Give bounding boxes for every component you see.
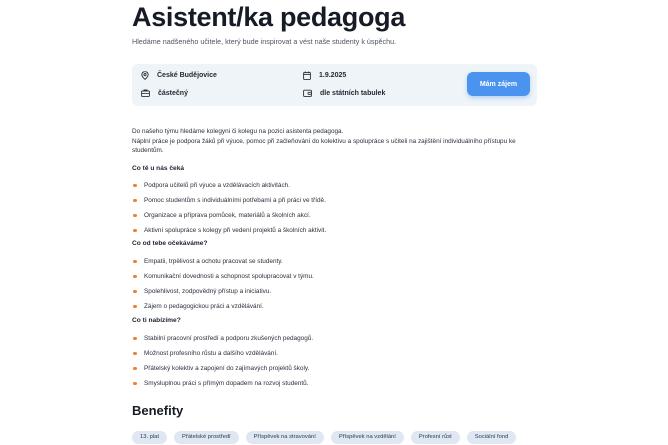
info-start-date xyxy=(303,71,346,80)
list-item: Spolehlivost, zodpovědný přístup a iniciativu. xyxy=(132,287,537,302)
section-heading-offer: Co ti nabízíme? xyxy=(132,317,181,324)
benefit-tag: Přátelské prostředí xyxy=(174,431,239,444)
section-heading-duties: Co tě u nás čeká xyxy=(132,165,185,172)
requirements-list xyxy=(132,257,537,317)
map-pin-icon xyxy=(141,71,149,80)
intro-line: Do našeho týmu hledáme kolegyni či kolegu na pozici asistenta pedagoga. xyxy=(132,128,344,135)
list-item: Možnost profesního růstu a dalšího vzdělávání. xyxy=(132,349,537,364)
info-workload xyxy=(141,89,188,97)
apply-button[interactable]: Mám zájem xyxy=(467,72,530,96)
intro-paragraph: Náplní práce je podpora žáků při výuce, pomoc při začleňování do kolektivu a spolupráce s učiteli na zajištění individuálního přístupu ke studentům. xyxy=(132,137,516,155)
page-title: Asistent/ka pedagoga xyxy=(132,2,406,32)
page-subtitle: Hledáme nadšeného učitele, který bude inspirovat a vést naše studenty k úspěchu. xyxy=(132,37,397,46)
info-location xyxy=(141,71,217,80)
wallet-icon xyxy=(303,89,312,97)
benefits-heading: Benefity xyxy=(132,403,184,418)
info-salary-value: dle státních tabulek xyxy=(320,89,386,97)
info-workload-value: částečný xyxy=(158,89,188,97)
info-start-date-value: 1.9.2025 xyxy=(319,72,347,79)
benefit-tag: Příspěvek na stravování xyxy=(246,431,324,444)
info-location-value: České Budějovice xyxy=(157,72,217,79)
list-item: Empatii, trpělivost a ochotu pracovat se studenty. xyxy=(132,257,537,272)
list-item: Přátelský kolektiv a zapojení do zajímavých projektů školy. xyxy=(132,364,537,379)
calendar-icon xyxy=(303,71,311,80)
benefit-tag: Sociální fond xyxy=(467,431,517,444)
list-item: Pomoc studentům s individuálními potřebami a při práci ve třídě. xyxy=(132,196,537,211)
benefit-tag: Příspěvek na vzdělání xyxy=(331,431,404,444)
job-info-box xyxy=(132,64,537,106)
duties-list xyxy=(132,181,537,241)
briefcase-icon xyxy=(141,89,150,97)
benefit-tag: 13. plat xyxy=(132,431,167,444)
section-heading-requirements: Co od tebe očekáváme? xyxy=(132,240,208,247)
offer-list xyxy=(132,334,537,394)
list-item: Komunikační dovednosti a schopnost spolupracovat v týmu. xyxy=(132,272,537,287)
list-item: Organizace a příprava pomůcek, materiálů a školních akcí. xyxy=(132,211,537,226)
list-item: Smysluplnou práci s přímým dopadem na rozvoj studentů. xyxy=(132,379,537,394)
list-item: Podpora učitelů při výuce a vzdělávacích aktivitách. xyxy=(132,181,537,196)
info-salary xyxy=(303,89,385,97)
benefit-tag: Profesní růst xyxy=(411,431,460,444)
job-description xyxy=(132,127,537,156)
list-item: Zájem o pedagogickou práci a vzdělávání. xyxy=(132,302,537,317)
list-item: Aktivní spolupráce s kolegy při vedení projektů a školních aktivit. xyxy=(132,226,537,241)
list-item: Stabilní pracovní prostředí a podporu zkušených pedagogů. xyxy=(132,334,537,349)
benefit-tags xyxy=(132,431,516,444)
